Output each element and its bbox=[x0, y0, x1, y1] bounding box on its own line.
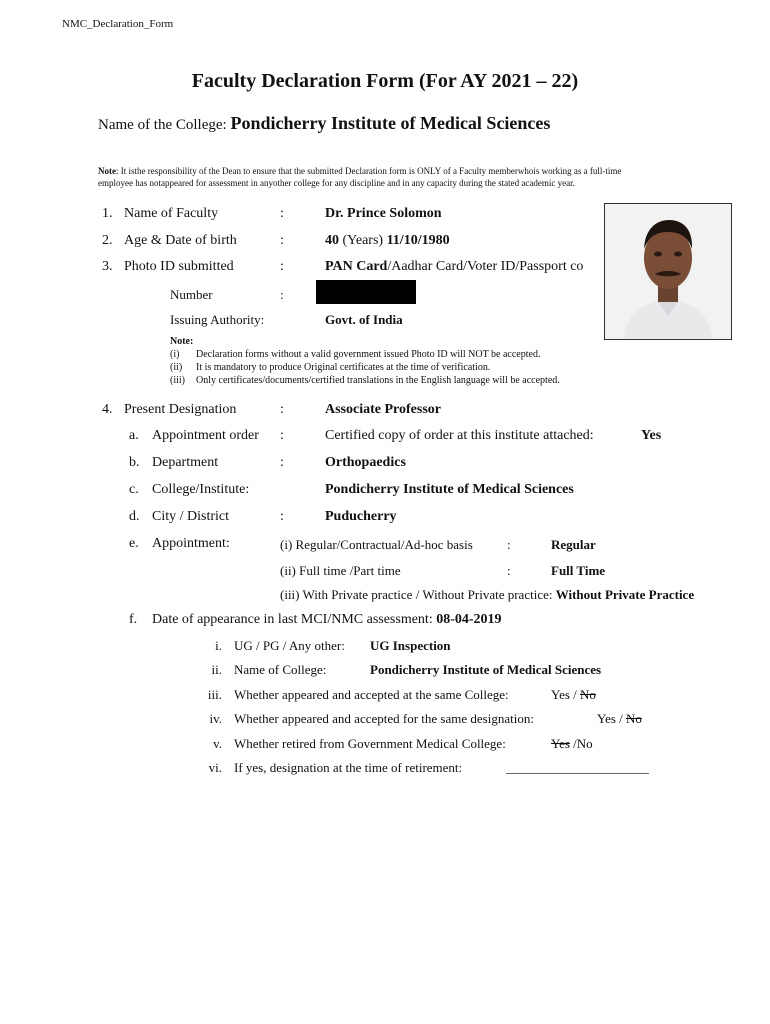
id-note-num-1: (i) bbox=[170, 349, 180, 360]
same-college-answer bbox=[551, 687, 596, 703]
pan-card-selected: PAN Card bbox=[325, 259, 388, 274]
ug-pg-value: UG Inspection bbox=[370, 638, 451, 653]
dob-value: 11/10/1980 bbox=[386, 233, 450, 248]
page-title: Faculty Declaration Form (For AY 2021 – 22) bbox=[191, 70, 579, 92]
roman-iv-num: iv. bbox=[209, 711, 222, 726]
item-2-colon: : bbox=[280, 233, 284, 248]
item-2-label: Age & Date of birth bbox=[124, 233, 237, 248]
item-3-num: 3. bbox=[102, 259, 113, 274]
assessed-college-value: Pondicherry Institute of Medical Sciences bbox=[370, 662, 602, 677]
full-time-colon: : bbox=[507, 563, 511, 578]
roman-iv-label: Whether appeared and accepted for the same designation: bbox=[234, 711, 534, 726]
appointment-order-text: Certified copy of order at this institute attached: bbox=[325, 428, 594, 443]
sub-b-label: Department bbox=[152, 455, 219, 470]
item-3-colon: : bbox=[280, 259, 284, 274]
id-note-text-1: Declaration forms without a valid government issued Photo ID will NOT be accepted. bbox=[196, 349, 541, 360]
institute-value: Pondicherry Institute of Medical Sciences bbox=[325, 482, 574, 497]
sub-d-colon: : bbox=[280, 509, 284, 524]
roman-iii-num: iii. bbox=[207, 687, 222, 702]
id-note-title: Note: bbox=[170, 336, 194, 347]
id-note-text-2: It is mandatory to produce Original certificates at the time of verification. bbox=[196, 362, 491, 373]
sub-a-label: Appointment order bbox=[152, 428, 259, 443]
age-dob-value bbox=[325, 233, 450, 249]
dean-note bbox=[98, 166, 621, 176]
item-1-colon: : bbox=[280, 206, 284, 221]
faculty-photo bbox=[604, 203, 732, 340]
id-note-num-2: (ii) bbox=[170, 362, 183, 373]
private-practice-text: (iii) With Private practice / Without Private practice: bbox=[280, 587, 553, 602]
age-value: 40 bbox=[325, 233, 339, 248]
item-4-colon: : bbox=[280, 402, 284, 417]
same-designation-no-struck: No bbox=[626, 711, 642, 726]
assessment-date-value: 08-04-2019 bbox=[436, 612, 502, 627]
retired-sep: / bbox=[569, 736, 577, 751]
retired-answer bbox=[551, 736, 593, 752]
sub-f-row bbox=[152, 612, 502, 628]
item-3-label: Photo ID submitted bbox=[124, 259, 234, 274]
id-note-num-3: (iii) bbox=[170, 375, 185, 386]
roman-v-label: Whether retired from Government Medical College: bbox=[234, 736, 506, 751]
sub-e-letter: e. bbox=[129, 536, 139, 551]
sub-d-label: City / District bbox=[152, 509, 229, 524]
college-label: Name of the College: bbox=[98, 117, 227, 133]
assessment-date-label: Date of appearance in last MCI/NMC assessment: bbox=[152, 612, 433, 627]
college-name: Pondicherry Institute of Medical Sciences bbox=[230, 113, 551, 133]
same-designation-yes: Yes bbox=[597, 711, 616, 726]
private-practice-value: Without Private Practice bbox=[555, 587, 695, 602]
sub-d-letter: d. bbox=[129, 509, 140, 524]
document-header-label: NMC_Declaration_Form bbox=[62, 18, 174, 30]
roman-i-label: UG / PG / Any other: bbox=[234, 638, 345, 653]
note-line2: employee has notappeared for assessment in anyother college for any discipline and in any capacity during the stated academic year. bbox=[98, 178, 575, 188]
id-note-text-3: Only certificates/documents/certified translations in the English language will be accepted. bbox=[196, 375, 560, 386]
retirement-designation-blank[interactable]: ______________________ bbox=[506, 760, 649, 775]
sub-b-letter: b. bbox=[129, 455, 140, 470]
issuing-authority-label: Issuing Authority: bbox=[170, 312, 265, 327]
item-4-label: Present Designation bbox=[124, 402, 237, 417]
roman-v-num: v. bbox=[213, 736, 222, 751]
designation-value: Associate Professor bbox=[325, 402, 441, 417]
item-2-num: 2. bbox=[102, 233, 113, 248]
sub-e-label: Appointment: bbox=[152, 536, 230, 551]
sub-a-colon: : bbox=[280, 428, 284, 443]
note-line1: : It isthe responsibility of the Dean to ensure that the submitted Declaration form is ONLY of a Faculty memberwhois working as a full-time bbox=[116, 166, 622, 176]
same-college-yes: Yes bbox=[551, 687, 570, 702]
item-1-num: 1. bbox=[102, 206, 113, 221]
sub-a-letter: a. bbox=[129, 428, 139, 443]
same-college-sep: / bbox=[569, 687, 581, 702]
id-number-colon: : bbox=[280, 287, 284, 302]
sub-c-label: College/Institute: bbox=[152, 482, 250, 497]
appointment-basis-value: Regular bbox=[551, 537, 596, 552]
appointment-basis-text: (i) Regular/Contractual/Ad-hoc basis bbox=[280, 537, 473, 552]
photo-id-types bbox=[325, 259, 603, 275]
same-college-no-struck: No bbox=[580, 687, 596, 702]
sub-c-letter: c. bbox=[129, 482, 139, 497]
item-1-label: Name of Faculty bbox=[124, 206, 219, 221]
sub-b-colon: : bbox=[280, 455, 284, 470]
appointment-basis-colon: : bbox=[507, 537, 511, 552]
retired-yes-struck: Yes bbox=[551, 736, 570, 751]
issuing-authority-value: Govt. of India bbox=[325, 312, 403, 327]
sub-f-letter: f. bbox=[129, 612, 138, 627]
roman-iii-label: Whether appeared and accepted at the same College: bbox=[234, 687, 509, 702]
roman-vi-num: vi. bbox=[208, 760, 222, 775]
id-number-redaction bbox=[316, 280, 416, 304]
roman-ii-num: ii. bbox=[211, 662, 222, 677]
roman-ii-label: Name of College: bbox=[234, 662, 327, 677]
full-time-text: (ii) Full time /Part time bbox=[280, 563, 401, 578]
same-designation-sep: / bbox=[615, 711, 627, 726]
appointment-order-value: Yes bbox=[641, 428, 662, 443]
id-number-label: Number bbox=[170, 287, 213, 302]
college-line bbox=[98, 113, 550, 134]
roman-i-num: i. bbox=[215, 638, 222, 653]
same-designation-answer bbox=[597, 711, 642, 727]
department-value: Orthopaedics bbox=[325, 455, 406, 470]
faculty-photo-image bbox=[605, 204, 731, 339]
photo-id-others: /Aadhar Card/Voter ID/Passport co bbox=[387, 259, 584, 274]
faculty-name-value: Dr. Prince Solomon bbox=[325, 206, 442, 221]
item-4-num: 4. bbox=[102, 402, 113, 417]
roman-vi-label: If yes, designation at the time of retirement: bbox=[234, 760, 463, 775]
retired-no: No bbox=[576, 736, 593, 751]
note-label: Note bbox=[98, 166, 116, 176]
private-practice-row bbox=[280, 587, 694, 603]
city-value: Puducherry bbox=[325, 509, 397, 524]
years-label: (Years) bbox=[342, 233, 384, 248]
full-time-value: Full Time bbox=[551, 563, 606, 578]
